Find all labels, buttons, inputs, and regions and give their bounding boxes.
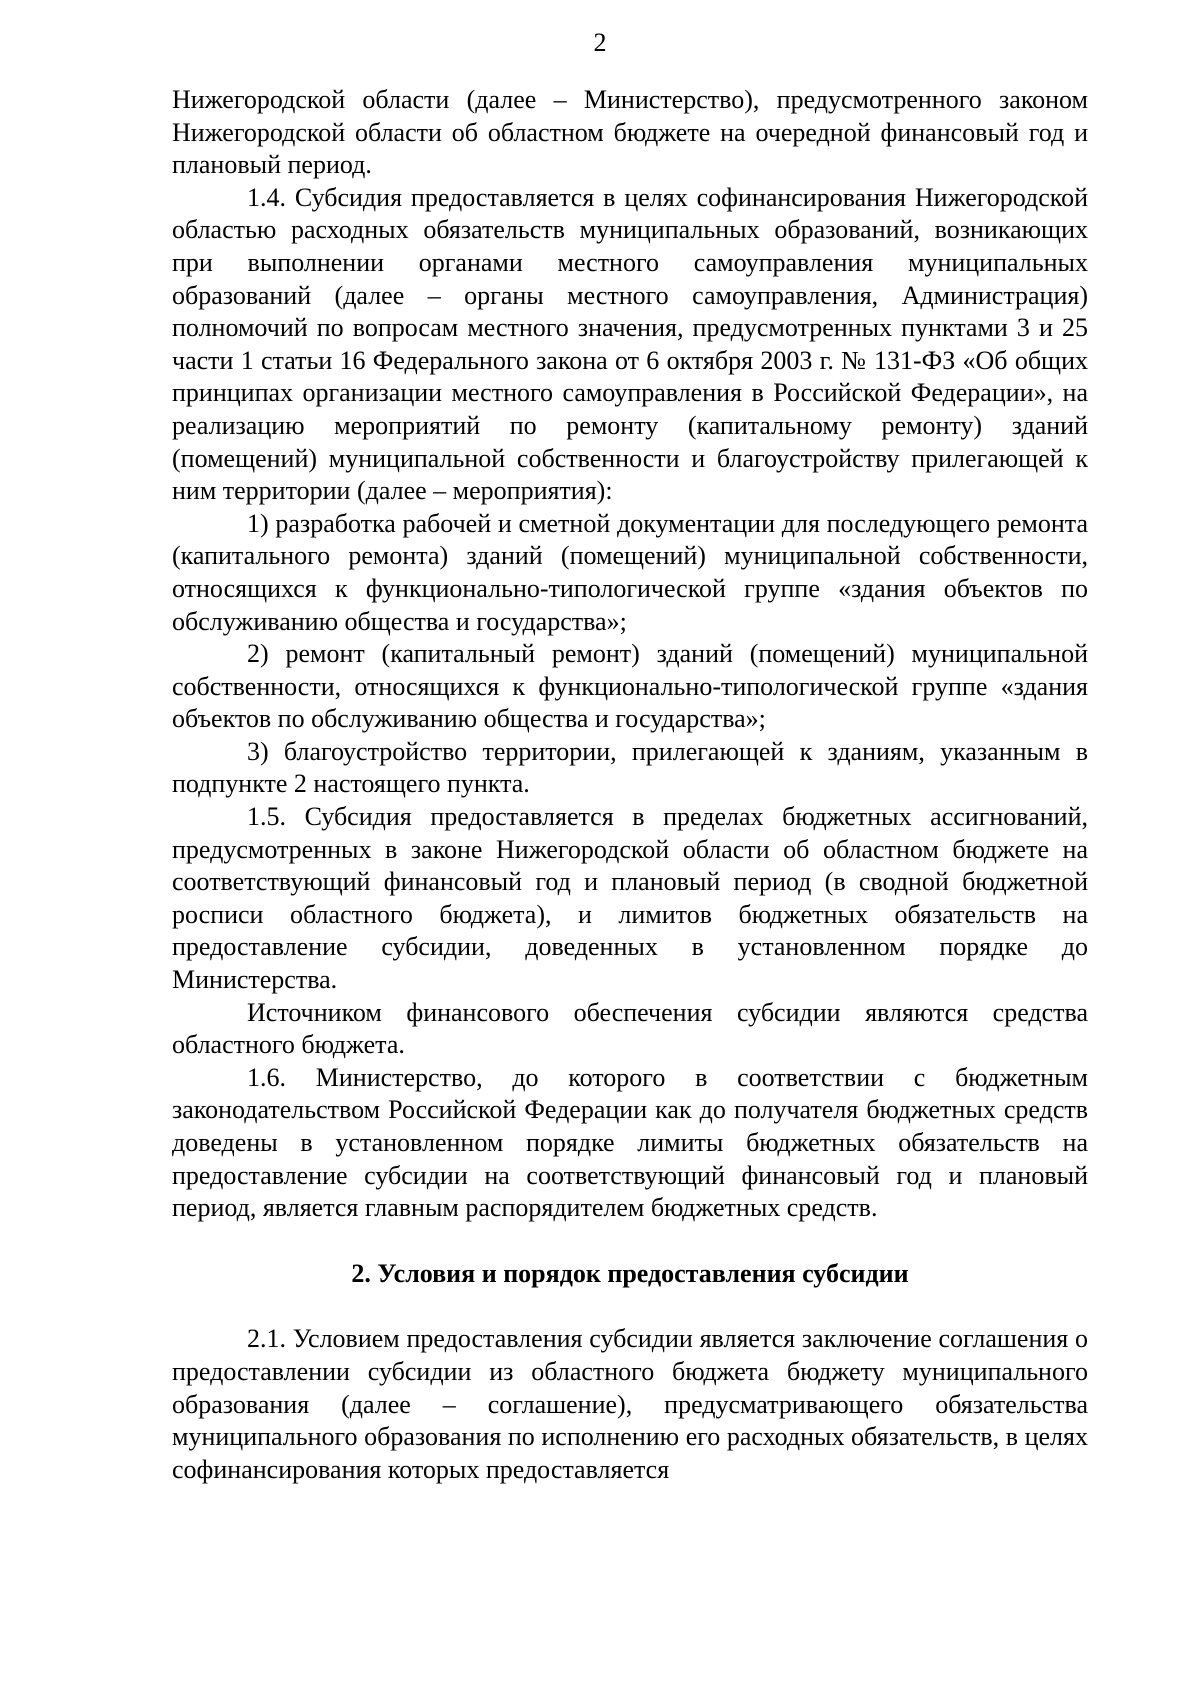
paragraph-2-1: 2.1. Условием предоставления субсидии является заключение соглашения о предоставлении субсидии из областного бюджета бюджету муниципального образования (далее – соглашение), предусматривающего обязательства муниципального образования по исполнению его расходных обязательств, в целях софинансирования которых предоставляется xyxy=(172,1324,1088,1484)
section-heading: 2. Условия и порядок предоставления субсидии xyxy=(351,1258,909,1288)
paragraph-1-4: 1.4. Субсидия предоставляется в целях софинансирования Нижегородской областью расходных обязательств муниципальных образований, возникающих при выполнении органами местного самоуправления муниципальных образований (далее – органы местного самоуправления, Администрация) полномочий по вопросам местного значения, предусмотренных пунктами 3 и 25 части 1 статьи 16 Федерального закона от 6 октября 2003 г. № 131-ФЗ «Об общих принципах организации местного самоуправления в Российской Федерации», на реализацию мероприятий по ремонту (капитальному ремонту) зданий (помещений) муниципальной собственности и благоустройству прилегающей к ним территории (далее – мероприятия): xyxy=(172,182,1088,506)
paragraph-continuation: Нижегородской области (далее – Министерство), предусмотренного законом Нижегородской области об областном бюджете на очередной финансовый год и плановый период. xyxy=(172,85,1088,180)
paragraph-1-6: 1.6. Министерство, до которого в соответствии с бюджетным законодательством Российской Федерации как до получателя бюджетных средств доведены в установленном порядке лимиты бюджетных обязательств на предоставление субсидии на соответствующий финансовый год и плановый период, является главным распорядителем бюджетных средств. xyxy=(172,1062,1088,1223)
page-number: 2 xyxy=(593,28,607,57)
paragraph-1-5: 1.5. Субсидия предоставляется в пределах бюджетных ассигнований, предусмотренных в законе Нижегородской области об областном бюджете на соответствующий финансовый год и плановый период (в сводной бюджетной росписи областного бюджета), и лимитов бюджетных обязательств на предоставление субсидии, доведенных в установленном порядке до Министерства. xyxy=(172,802,1088,995)
list-item-3: 3) благоустройство территории, прилегающей к зданиям, указанным в подпункте 2 настоящего пункта. xyxy=(172,736,1088,799)
document-body xyxy=(172,84,1088,1486)
list-item-2: 2) ремонт (капитальный ремонт) зданий (помещений) муниципальной собственности, относящихся к функционально-типологической группе «здания объектов по обслуживанию общества и государства»; xyxy=(172,639,1088,734)
list-item-1: 1) разработка рабочей и сметной документации для последующего ремонта (капитального ремонта) зданий (помещений) муниципальной собственности, относящихся к функционально-типологической группе «здания объектов по обслуживанию общества и государства»; xyxy=(172,508,1088,636)
paragraph-funding-source: Источником финансового обеспечения субсидии являются средства областного бюджета. xyxy=(172,997,1088,1060)
